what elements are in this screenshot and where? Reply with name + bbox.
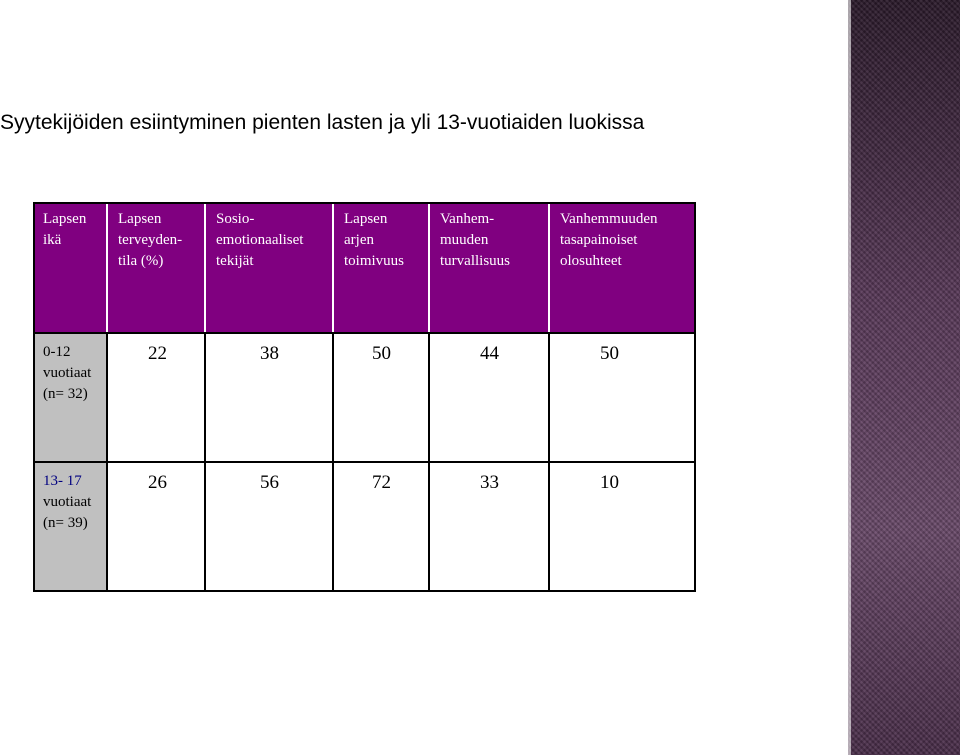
value-cell: 72	[333, 462, 429, 591]
side-strip-edge	[848, 0, 851, 755]
value-cell: 44	[429, 333, 549, 462]
data-table	[33, 202, 696, 592]
table-row	[33, 333, 696, 462]
value-cell: 26	[107, 462, 205, 591]
decorative-side-strip	[848, 0, 960, 755]
header-cell-health: Lapsen terveyden- tila (%)	[107, 202, 205, 333]
value-cell: 56	[205, 462, 333, 591]
header-cell-parenting-conditions: Vanhemmuuden tasapainoiset olosuhteet	[549, 202, 696, 333]
header-cell-age: Lapsen ikä	[33, 202, 107, 333]
slide-title: Syytekijöiden esiintyminen pienten lasten ja yli 13-vuotiaiden luokissa	[0, 111, 645, 134]
value-cell: 33	[429, 462, 549, 591]
table-row	[33, 462, 696, 591]
table-header-row	[33, 202, 696, 333]
age-cell: 0-12 vuotiaat (n= 32)	[33, 333, 107, 462]
value-cell: 50	[333, 333, 429, 462]
value-cell: 22	[107, 333, 205, 462]
value-cell: 10	[549, 462, 696, 591]
value-cell: 38	[205, 333, 333, 462]
value-cell: 50	[549, 333, 696, 462]
age-cell: 13- 17 vuotiaat (n= 39)	[33, 462, 107, 591]
header-cell-socio-emotional: Sosio- emotionaaliset tekijät	[205, 202, 333, 333]
header-cell-daily-functioning: Lapsen arjen toimivuus	[333, 202, 429, 333]
header-cell-parenting-safety: Vanhem- muuden turvallisuus	[429, 202, 549, 333]
